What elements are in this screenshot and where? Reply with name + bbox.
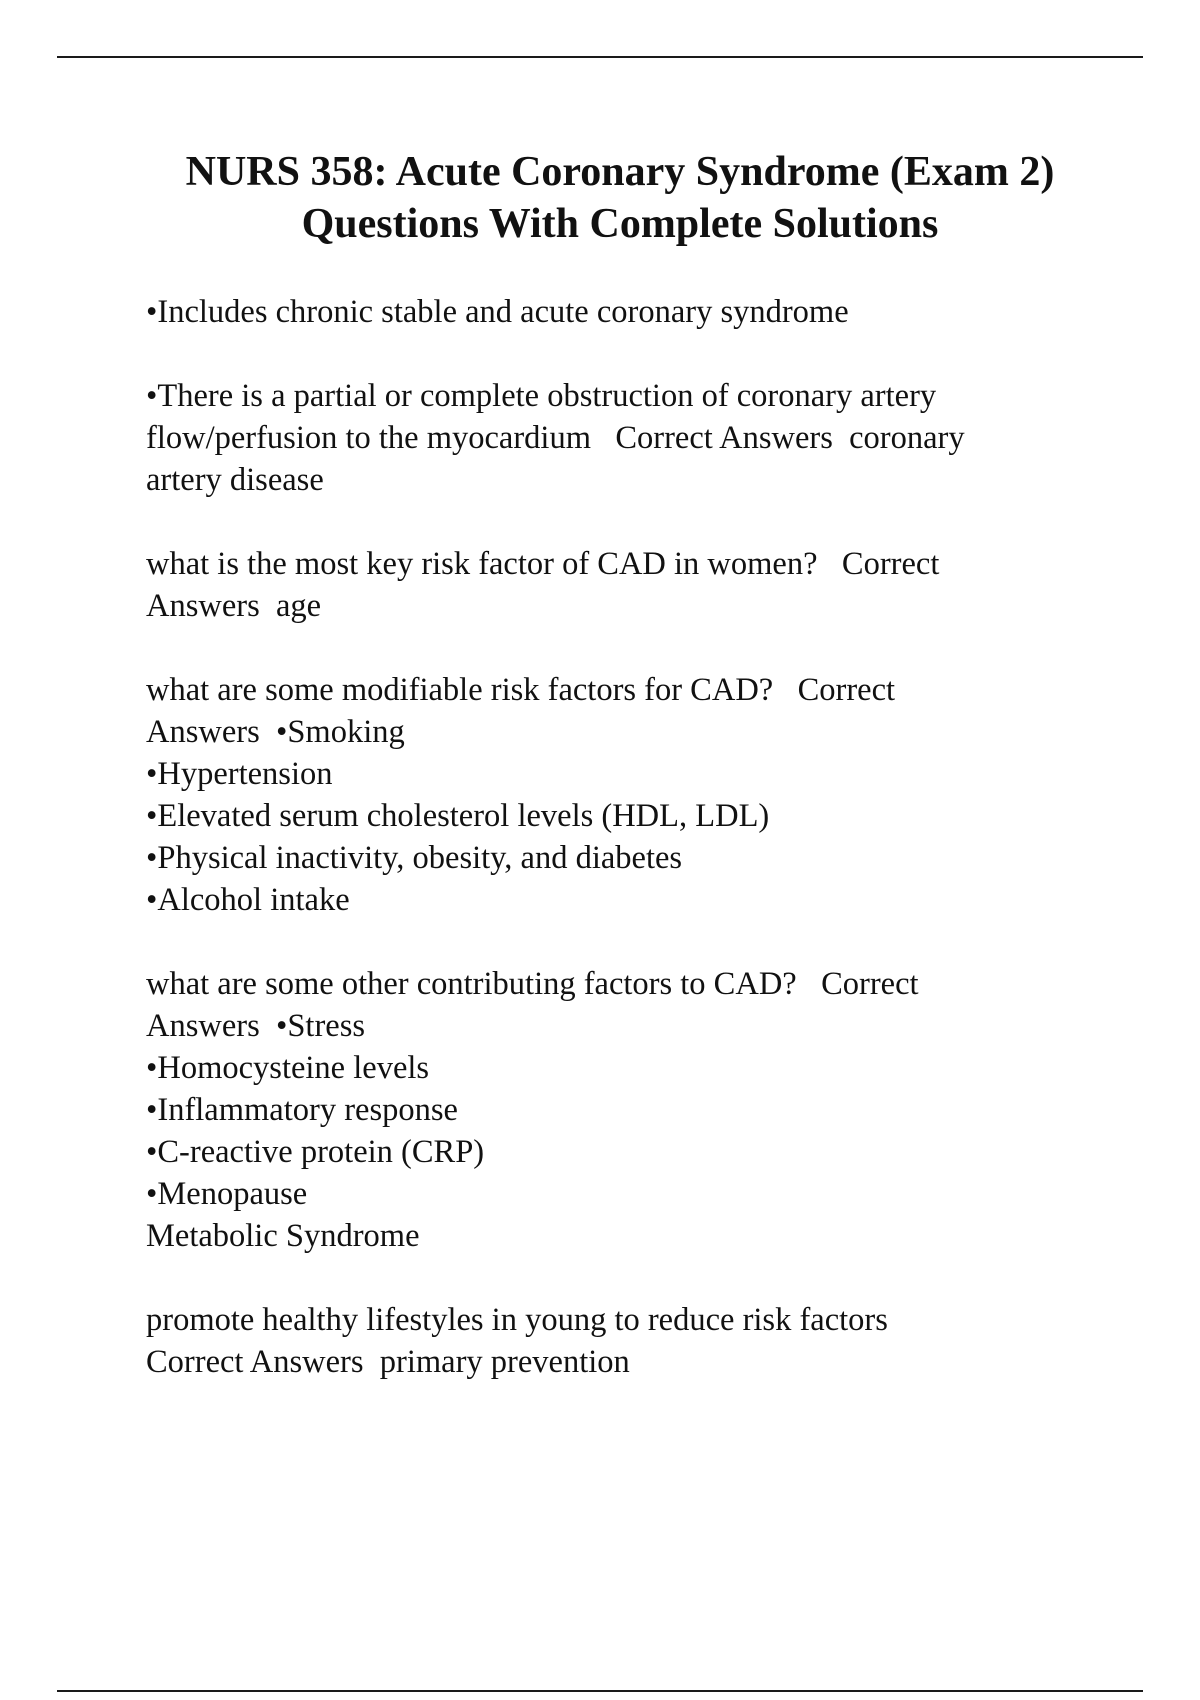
text-line: •Elevated serum cholesterol levels (HDL, LDL) [146, 798, 770, 834]
text-line: flow/perfusion to the myocardium Correct Answers coronary [146, 420, 965, 456]
qa-block-modifiable-risks [146, 669, 1146, 921]
text-line: •Includes chronic stable and acute coronary syndrome [146, 294, 849, 330]
text-line: promote healthy lifestyles in young to reduce risk factors [146, 1302, 888, 1338]
text-line: •Alcohol intake [146, 882, 350, 918]
text-line: •Hypertension [146, 756, 333, 792]
text-line: Metabolic Syndrome [146, 1218, 420, 1254]
text-line: •Homocysteine levels [146, 1050, 430, 1086]
qa-block-women-risk [146, 543, 1146, 627]
title-line-2: Questions With Complete Solutions [301, 201, 939, 247]
text-line: •Physical inactivity, obesity, and diabetes [146, 840, 683, 876]
text-line: what are some other contributing factors to CAD? Correct [146, 966, 919, 1002]
text-line: Correct Answers primary prevention [146, 1344, 630, 1380]
qa-block-cad-definition [146, 375, 1146, 501]
text-line: •Inflammatory response [146, 1092, 458, 1128]
text-line: •Menopause [146, 1176, 308, 1212]
top-rule [57, 56, 1143, 58]
text-line: Answers •Smoking [146, 714, 405, 750]
qa-block-primary-prevention [146, 1299, 1146, 1383]
qa-block-contributing-factors [146, 963, 1146, 1257]
text-line: artery disease [146, 462, 324, 498]
title-line-1: NURS 358: Acute Coronary Syndrome (Exam 2) [185, 149, 1055, 195]
text-line: what are some modifiable risk factors for CAD? Correct [146, 672, 896, 708]
text-line: Answers age [146, 588, 322, 624]
text-line: •C-reactive protein (CRP) [146, 1134, 485, 1170]
bottom-rule [57, 1690, 1143, 1692]
document-body [146, 291, 1146, 1425]
document-title [100, 146, 1140, 250]
qa-block-intro [146, 291, 1146, 333]
text-line: what is the most key risk factor of CAD in women? Correct [146, 546, 940, 582]
text-line: Answers •Stress [146, 1008, 366, 1044]
text-line: •There is a partial or complete obstruction of coronary artery [146, 378, 937, 414]
